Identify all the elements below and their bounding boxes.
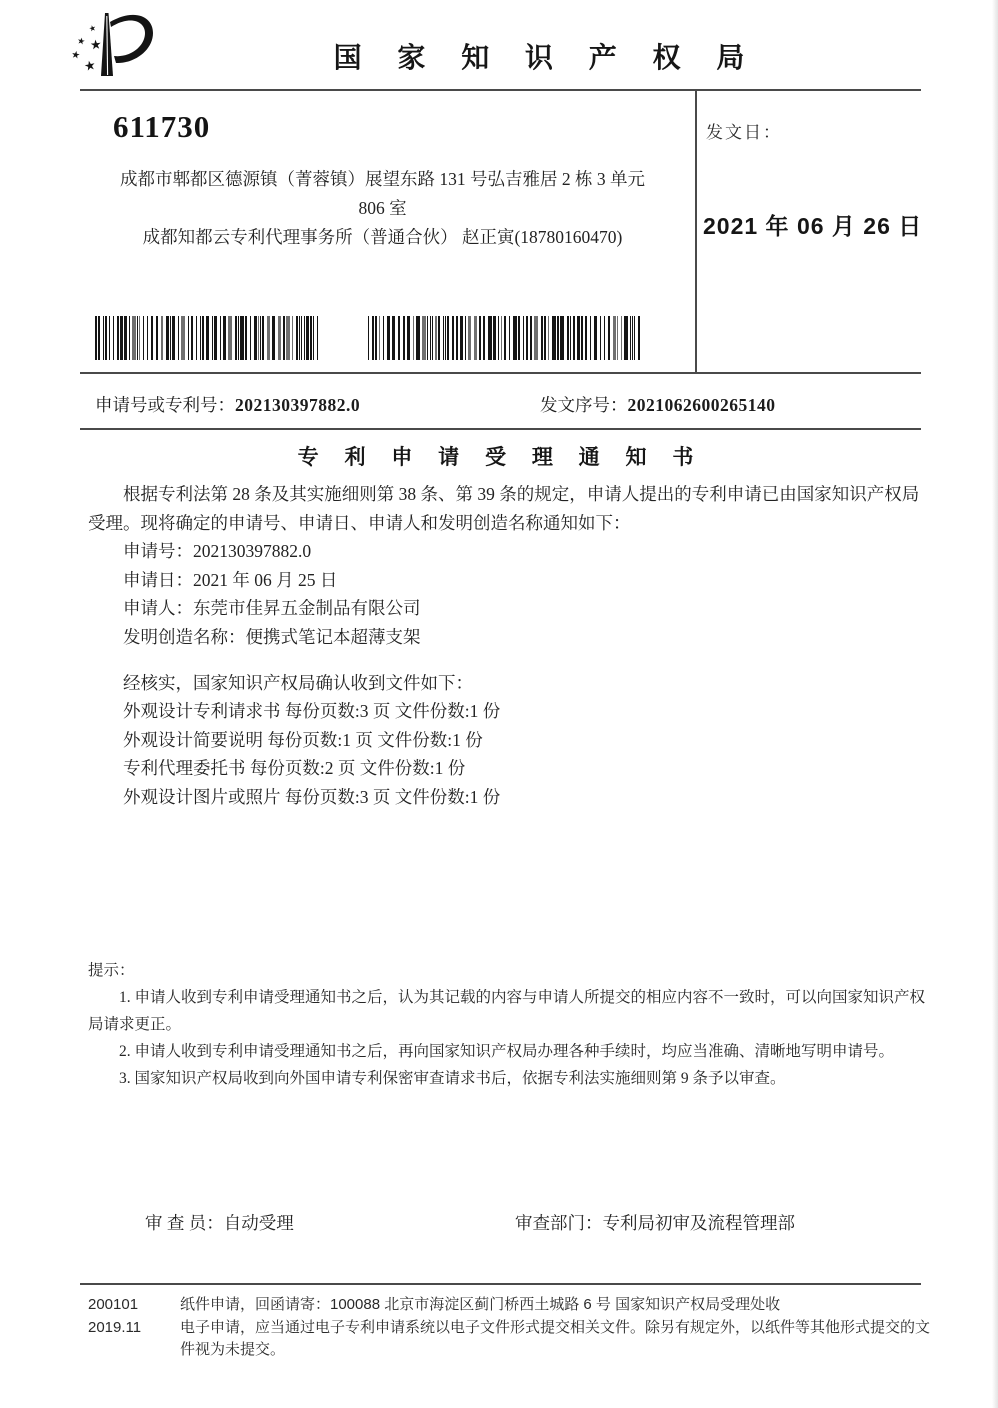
field-value: 便携式笔记本超薄支架 <box>245 626 421 647</box>
application-number-value: 202130397882.0 <box>235 395 361 415</box>
received-files-intro: 经核实，国家知识产权局确认收到文件如下： <box>123 672 473 693</box>
agency-title: 国 家 知 识 产 权 局 <box>333 42 759 73</box>
address-line-1: 成都市郫都区德源镇（菁蓉镇）展望东路 131 号弘吉雅居 2 栋 3 单元 <box>120 169 645 189</box>
document-title: 专 利 申 请 受 理 通 知 书 <box>297 446 704 469</box>
received-files-section <box>88 669 934 812</box>
divider <box>80 89 921 91</box>
field-value: 东莞市佳昇五金制品有限公司 <box>193 598 421 619</box>
recipient-address <box>95 165 670 252</box>
field-label: 申请号： <box>123 541 193 562</box>
footer <box>88 1294 936 1362</box>
received-file-item: 外观设计简要说明 每份页数:1 页 文件份数:1 份 <box>123 729 483 750</box>
barcode <box>368 316 643 360</box>
footer-text <box>180 1294 936 1362</box>
star-icon: ★ <box>87 23 98 34</box>
received-file-item: 外观设计专利请求书 每份页数:3 页 文件份数:1 份 <box>123 701 501 722</box>
application-number <box>95 392 360 417</box>
field-application-number <box>88 537 934 566</box>
paper-filing-note: 纸件申请，回函请寄：100088 北京市海淀区蓟门桥西土城路 6 号 国家知识产权局受理处收 <box>180 1296 781 1313</box>
field-label: 申请日： <box>123 569 193 590</box>
intro-paragraph: 根据专利法第 28 条及其实施细则第 38 条、第 39 条的规定，申请人提出的专利申请已由国家知识产权局受理。现将确定的申请号、申请日、申请人和发明创造名称通知如下： <box>88 484 920 533</box>
field-applicant <box>88 594 934 623</box>
field-invention-title <box>88 623 934 652</box>
application-number-label: 申请号或专利号： <box>95 395 235 415</box>
field-value: 2021 年 06 月 25 日 <box>193 569 338 590</box>
document-body <box>88 480 934 812</box>
field-label: 申请人： <box>123 598 193 619</box>
examiner-value: 自动受理 <box>223 1213 294 1233</box>
form-date: 2019.11 <box>88 1318 142 1336</box>
postal-code: 611730 <box>113 109 211 144</box>
star-icon: ★ <box>76 35 87 47</box>
examiner-label: 审 查 员： <box>145 1213 224 1233</box>
issue-date-label: 发文日： <box>706 123 782 142</box>
note-item: 2. 申请人收到专利申请受理通知书之后，再向国家知识产权局办理各种手续时，均应当准确、清晰地写明申请号。 <box>119 1043 895 1060</box>
divider <box>80 1283 921 1285</box>
serial-number-value: 2021062600265140 <box>627 395 776 415</box>
electronic-filing-note: 电子申请，应当通过电子专利申请系统以电子文件形式提交相关文件。除另有规定外，以纸件等其他形式提交的文件视为未提交。 <box>180 1318 931 1358</box>
star-icon: ★ <box>89 36 103 53</box>
form-codes <box>88 1294 180 1362</box>
field-label: 发明创造名称： <box>123 626 246 647</box>
department-value: 专利局初审及流程管理部 <box>602 1213 795 1233</box>
serial-number <box>540 392 776 417</box>
star-icon: ★ <box>70 49 81 62</box>
divider <box>80 372 921 374</box>
department-label: 审查部门： <box>515 1213 603 1233</box>
cnipa-logo-icon <box>60 12 178 92</box>
agent-line: 成都知都云专利代理事务所（普通合伙） 赵正寅(18780160470) <box>142 227 623 247</box>
note-item: 3. 国家知识产权局收到向外国申请专利保密审查请求书后，依据专利法实施细则第 9 条予以审查。 <box>119 1070 786 1087</box>
divider <box>80 428 921 430</box>
notes-section <box>88 957 938 1092</box>
note-item: 1. 申请人收到专利申请受理通知书之后，认为其记载的内容与申请人所提交的相应内容不一致时，可以向国家知识产权局请求更正。 <box>88 989 926 1033</box>
notes-title: 提示： <box>88 962 135 979</box>
serial-number-label: 发文序号： <box>540 395 628 415</box>
scan-edge-shadow <box>992 0 998 1408</box>
divider <box>695 91 697 373</box>
received-file-item: 外观设计图片或照片 每份页数:3 页 文件份数:1 份 <box>123 786 501 807</box>
examiner <box>145 1210 294 1235</box>
examining-department <box>515 1210 795 1235</box>
received-file-item: 专利代理委托书 每份页数:2 页 文件份数:1 份 <box>123 758 466 779</box>
form-code: 200101 <box>88 1296 139 1313</box>
barcode <box>95 316 320 360</box>
address-line-2: 806 室 <box>358 198 407 218</box>
star-icon: ★ <box>82 56 98 75</box>
field-value: 202130397882.0 <box>193 541 312 562</box>
field-application-date <box>88 566 934 595</box>
issue-date-value: 2021 年 06 月 26 日 <box>703 213 923 239</box>
